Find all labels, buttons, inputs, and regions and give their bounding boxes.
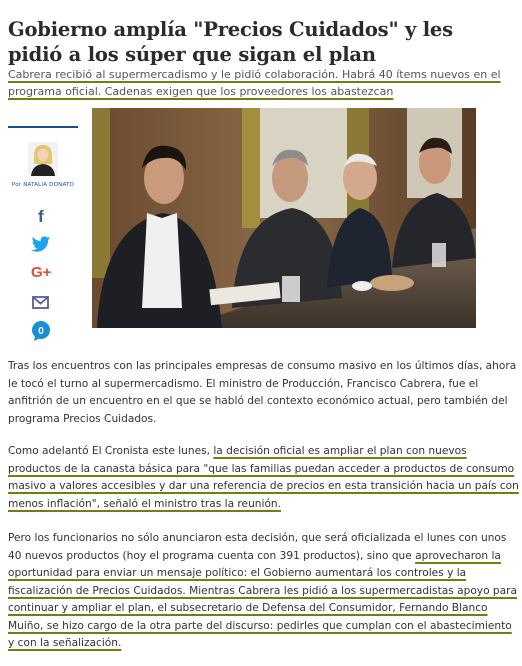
meeting-photo-illustration: [92, 108, 476, 328]
comment-bubble-icon: [30, 320, 52, 342]
facebook-glyph: f: [38, 207, 44, 226]
comments-count: 0: [38, 326, 44, 337]
author-photo: [28, 142, 58, 176]
twitter-icon: [30, 233, 52, 255]
author-byline[interactable]: [8, 182, 78, 188]
paragraph-3-intro: Pero los funcionarios no sólo anunciaron esta decisión, que será oficializada el lunes con unos 40 nuevos productos (hoy el programa cuenta con 391 productos), sino que: [8, 532, 507, 562]
email-share-button[interactable]: [30, 294, 52, 316]
email-icon: [30, 294, 52, 312]
facebook-icon: [30, 205, 52, 227]
article-title: Gobierno amplía "Precios Cuidados" y les pidió a los súper que sigan el plan: [8, 18, 453, 67]
author-prefix: Por: [11, 182, 22, 188]
article-subtitle-text: Cabrera recibió al supermercadismo y le pidió colaboración. Habrá 40 ítems nuevos en el programa oficial. Cadenas exigen que los proveedores los abastezcan: [8, 68, 501, 98]
facebook-share-button[interactable]: [30, 205, 52, 227]
article-subtitle: [8, 66, 508, 100]
twitter-share-button[interactable]: [30, 233, 52, 255]
article-photo: [92, 108, 476, 328]
article-paragraph-1: Tras los encuentros con las principales empresas de consumo masivo en los últimos días, ahora le tocó el turno al supermercadismo. El ministro de Producción, Francisco Cabrera, fue el anfitrión de un encuentro en el que se habló del contexto económico actual, pero también del programa Precios Cuidados.: [8, 360, 517, 425]
paragraph-2-highlight: la decisión oficial es ampliar el plan con nuevos productos de la canasta básica para "que las familias puedan acceder a productos de consumo masivo a valores accesibles y dar una referencia de precios en esta transición hacia un país con menos inflación", señaló el ministro tras la reunión.: [8, 445, 519, 510]
paragraph-2-intro: Como adelantó El Cronista este lunes,: [8, 445, 214, 457]
sidebar-divider: [8, 126, 78, 128]
article-paragraph-2: [8, 443, 520, 513]
comments-button[interactable]: [30, 320, 52, 342]
author-avatar[interactable]: [28, 142, 58, 176]
author-name[interactable]: NATALIA DONATO: [23, 182, 75, 188]
article-paragraph-3: [8, 530, 520, 653]
googleplus-glyph: G+: [31, 264, 52, 281]
googleplus-share-button[interactable]: [30, 260, 52, 282]
paragraph-3-highlight: aprovecharon la oportunidad para enviar un mensaje político: el Gobierno aumentará los controles y la fiscalización de Precios Cuidados. Mientras Cabrera les pidió a los supermercadistas apoyo para continuar y ampliar el plan, el subsecretario de Defensa del Consumidor, Fernando Blanco Muiño, se hizo cargo de la otra parte del discurso: pedirles que cumplan con el abastecimiento y con la señalización.: [8, 549, 517, 649]
googleplus-icon: [30, 260, 56, 282]
